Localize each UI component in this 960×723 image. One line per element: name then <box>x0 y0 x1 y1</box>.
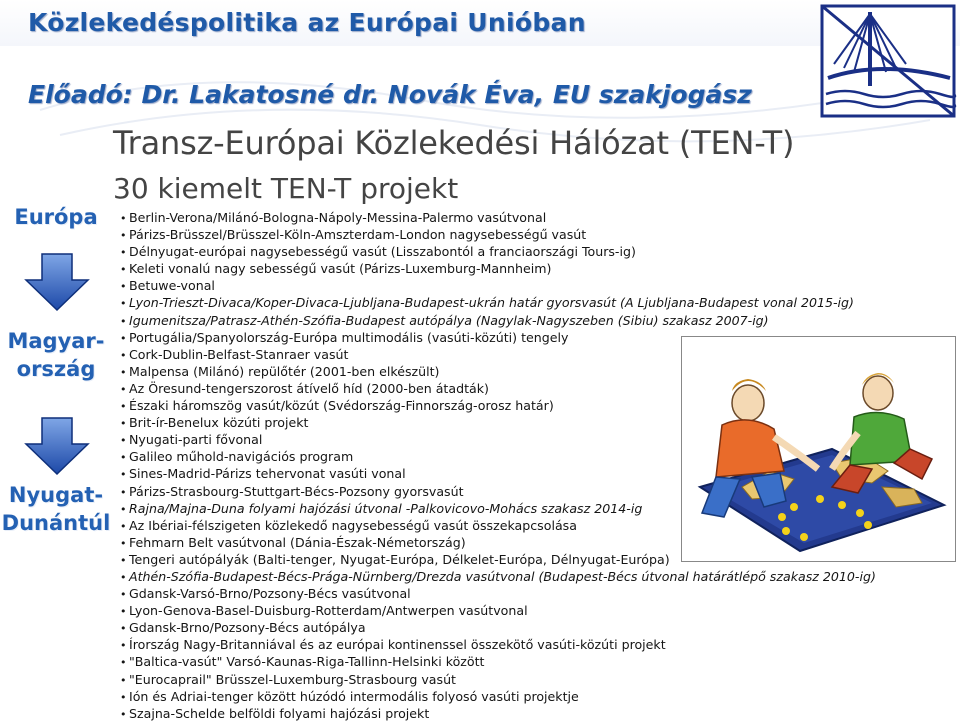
side-label-europa: Európa <box>14 205 98 229</box>
bullet-icon: • <box>120 639 127 653</box>
project-list-item <box>120 569 876 586</box>
project-list-item <box>120 586 876 603</box>
bullet-icon: • <box>120 400 127 414</box>
presenter-line: Előadó: Dr. Lakatosné dr. Novák Éva, EU szakjogász <box>28 80 752 109</box>
side-label-magyarorszag-line2: ország <box>16 357 96 381</box>
project-list-item <box>120 466 876 483</box>
presentation-title: Közlekedéspolitika az Európai Unióban <box>28 8 586 37</box>
bullet-icon: • <box>120 485 127 499</box>
bullet-icon: • <box>120 519 127 533</box>
project-text: Fehmarn Belt vasútvonal (Dánia-Észak-Németország) <box>129 534 466 550</box>
bullet-icon: • <box>120 588 127 602</box>
bullet-icon: • <box>120 246 127 260</box>
section-subtitle: 30 kiemelt TEN-T projekt <box>113 172 459 205</box>
bullet-icon: • <box>120 673 127 687</box>
bullet-icon: • <box>120 348 127 362</box>
project-list-item <box>120 620 876 637</box>
bullet-icon: • <box>120 570 127 584</box>
bullet-icon: • <box>120 605 127 619</box>
project-text: "Baltica-vasút" Varsó-Kaunas-Riga-Tallinn-Helsinki között <box>129 654 485 670</box>
bullet-icon: • <box>120 553 127 567</box>
project-list-item <box>120 244 876 261</box>
project-text: Portugália/Spanyolország-Európa multimodális (vasúti-közúti) tengely <box>129 329 569 345</box>
project-text: Malpensa (Milánó) repülőtér (2001-ben elkészült) <box>129 363 440 379</box>
project-text: Délnyugat-európai nagysebességű vasút (Lisszabontól a franciaországi Tours-ig) <box>129 244 636 260</box>
bullet-icon: • <box>120 212 127 225</box>
project-list-item <box>120 689 876 706</box>
section-title: Transz-Európai Közlekedési Hálózat (TEN-T) <box>113 124 795 162</box>
project-text: Rajna/Majna-Duna folyami hajózási útvonal -Palkovicovo-Mohács szakasz 2014-ig <box>129 500 643 516</box>
bullet-icon: • <box>120 502 127 516</box>
project-text: Tengeri autópályák (Balti-tenger, Nyugat-Európa, Délkelet-Európa, Délnyugat-Európa) <box>129 551 670 567</box>
bullet-icon: • <box>120 622 127 636</box>
project-list-item <box>120 449 876 466</box>
bullet-icon: • <box>120 434 127 448</box>
project-text: Párizs-Brüsszel/Brüsszel-Köln-Amszterdam-London nagysebességű vasút <box>129 227 587 243</box>
project-list-item <box>120 278 876 295</box>
project-list-item <box>120 347 876 364</box>
project-text: Betuwe-vonal <box>129 278 215 294</box>
project-list-item <box>120 210 876 227</box>
project-text: Az Ibériai-félszigeten közlekedő nagysebességű vasút összekapcsolása <box>129 517 577 533</box>
project-text: Nyugati-parti fővonal <box>129 432 263 448</box>
project-list-item <box>120 261 876 278</box>
project-list-item <box>120 654 876 671</box>
side-label-nyugat-line1: Nyugat- <box>8 483 104 507</box>
bullet-icon: • <box>120 331 127 345</box>
bullet-icon: • <box>120 229 127 243</box>
project-text: Az Öresund-tengerszorost átívelő híd (2000-ben átadták) <box>129 380 489 396</box>
project-text: Cork-Dublin-Belfast-Stanraer vasút <box>129 346 349 362</box>
project-list-item <box>120 518 876 535</box>
project-list-item <box>120 313 876 330</box>
project-text: Írország Nagy-Britanniával és az európai kontinenssel összekötő vasúti-közúti projekt <box>129 637 666 653</box>
bullet-icon: • <box>120 468 127 482</box>
down-arrow-icon <box>24 252 90 312</box>
project-text: Gdansk-Varsó-Brno/Pozsony-Bécs vasútvonal <box>129 586 411 602</box>
project-text: Igumenitsza/Patrasz-Athén-Szófia-Budapest autópálya (Nagylak-Nagyszeben (Sibiu) szakasz 2007-ig) <box>129 312 769 328</box>
project-text: Athén-Szófia-Budapest-Bécs-Prága-Nürnberg/Drezda vasútvonal (Budapest-Bécs útvonal határátlépő szakasz 2010-ig) <box>129 568 876 584</box>
project-text: Lyon-Trieszt-Divaca/Koper-Divaca-Ljubljana-Budapest-ukrán határ gyorsvasút (A Ljubljana-Budapest vonal 2015-ig) <box>129 295 854 311</box>
project-list-item <box>120 706 876 723</box>
project-list-item <box>120 227 876 244</box>
project-list-item <box>120 672 876 689</box>
bullet-icon: • <box>120 280 127 294</box>
project-text: Ión és Adriai-tenger között húzódó intermodális folyosó vasúti projektje <box>129 688 579 704</box>
project-list-item <box>120 381 876 398</box>
project-list <box>120 210 876 723</box>
project-text: Északi háromszög vasút/közút (Svédország-Finnország-orosz határ) <box>129 398 554 414</box>
project-text: Sines-Madrid-Párizs tehervonat vasúti vonal <box>129 466 406 482</box>
project-list-item <box>120 398 876 415</box>
bullet-icon: • <box>120 382 127 396</box>
bullet-icon: • <box>120 707 127 721</box>
bullet-icon: • <box>120 365 127 379</box>
bullet-icon: • <box>120 451 127 465</box>
bullet-icon: • <box>120 690 127 704</box>
bridge-logo-icon <box>820 4 956 118</box>
bullet-icon: • <box>120 263 127 277</box>
project-list-item <box>120 535 876 552</box>
project-text: Szajna-Schelde belföldi folyami hajózási projekt <box>129 705 430 721</box>
project-list-item <box>120 484 876 501</box>
down-arrow-icon <box>24 416 90 476</box>
project-text: Lyon-Genova-Basel-Duisburg-Rotterdam/Antwerpen vasútvonal <box>129 603 528 619</box>
bullet-icon: • <box>120 656 127 670</box>
project-list-item <box>120 295 876 312</box>
project-text: Brit-ír-Benelux közúti projekt <box>129 415 309 431</box>
project-list-item <box>120 432 876 449</box>
side-label-nyugat-line2: Dunántúl <box>1 511 111 535</box>
project-text: Gdansk-Brno/Pozsony-Bécs autópálya <box>129 620 366 636</box>
bullet-icon: • <box>120 417 127 431</box>
project-list-item <box>120 637 876 654</box>
project-list-item <box>120 330 876 347</box>
project-text: "Eurocaprail" Brüsszel-Luxemburg-Strasbourg vasút <box>129 671 456 687</box>
project-text: Galileo műhold-navigációs program <box>129 449 354 465</box>
project-list-item <box>120 415 876 432</box>
side-label-magyarorszag-line1: Magyar- <box>7 329 105 353</box>
project-text: Párizs-Strasbourg-Stuttgart-Bécs-Pozsony gyorsvasút <box>129 483 464 499</box>
project-list-item <box>120 603 876 620</box>
bullet-icon: • <box>120 297 127 311</box>
project-text: Berlin-Verona/Milánó-Bologna-Nápoly-Messina-Palermo vasútvonal <box>129 210 547 225</box>
project-list-item <box>120 501 876 518</box>
project-list-item <box>120 364 876 381</box>
project-list-item <box>120 552 876 569</box>
left-column <box>0 180 112 710</box>
bullet-icon: • <box>120 314 127 328</box>
bullet-icon: • <box>120 536 127 550</box>
project-text: Keleti vonalú nagy sebességű vasút (Párizs-Luxemburg-Mannheim) <box>129 261 552 277</box>
